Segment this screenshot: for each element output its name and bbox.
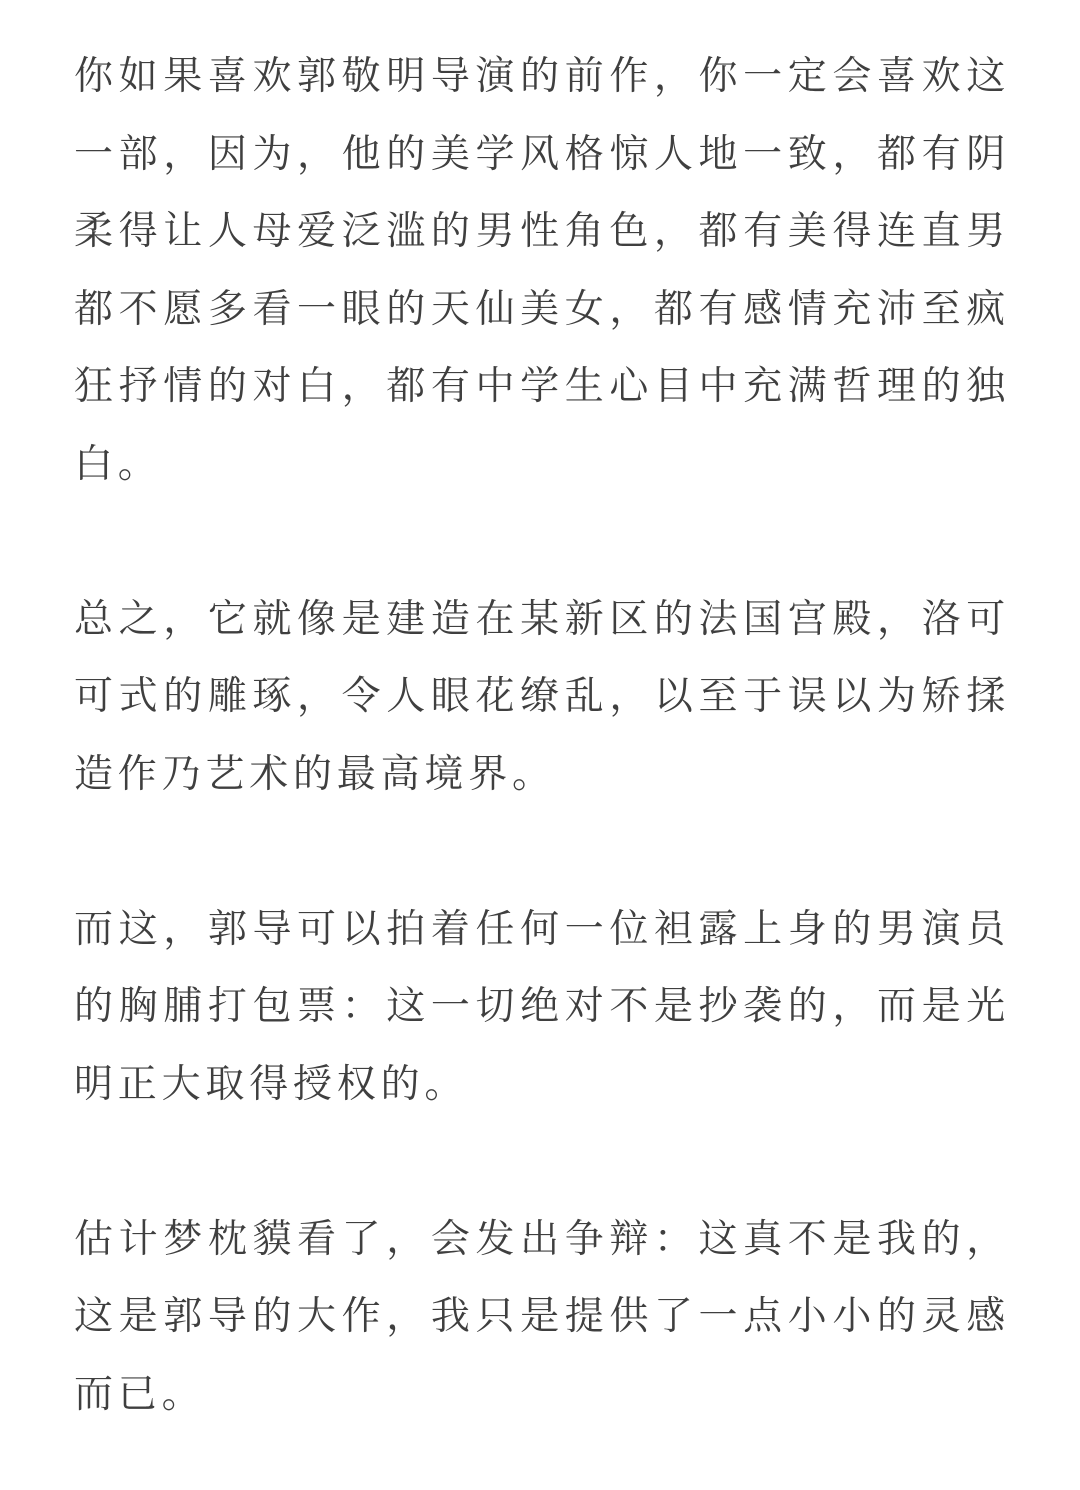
paragraph-1: 你如果喜欢郭敬明导演的前作，你一定会喜欢这一部，因为，他的美学风格惊人地一致，都有阴柔得让人母爱泛滥的男性角色，都有美得连直男都不愿多看一眼的天仙美女，都有感情充沛至疯狂抒情的对白，都有中学生心目中充满哲理的独白。: [74, 54, 1010, 487]
paragraph-3: 而这，郭导可以拍着任何一位袒露上身的男演员的胸脯打包票：这一切绝对不是抄袭的，而是光明正大取得授权的。: [74, 906, 1010, 1107]
paragraph-4: 估计梦枕貘看了，会发出争辩：这真不是我的，这是郭导的大作，我只是提供了一点小小的灵感而已。: [74, 1216, 1010, 1417]
article-body: [74, 38, 1010, 1433]
paragraph-2: 总之，它就像是建造在某新区的法国宫殿，洛可可式的雕琢，令人眼花缭乱，以至于误以为矫揉造作乃艺术的最高境界。: [74, 596, 1010, 797]
